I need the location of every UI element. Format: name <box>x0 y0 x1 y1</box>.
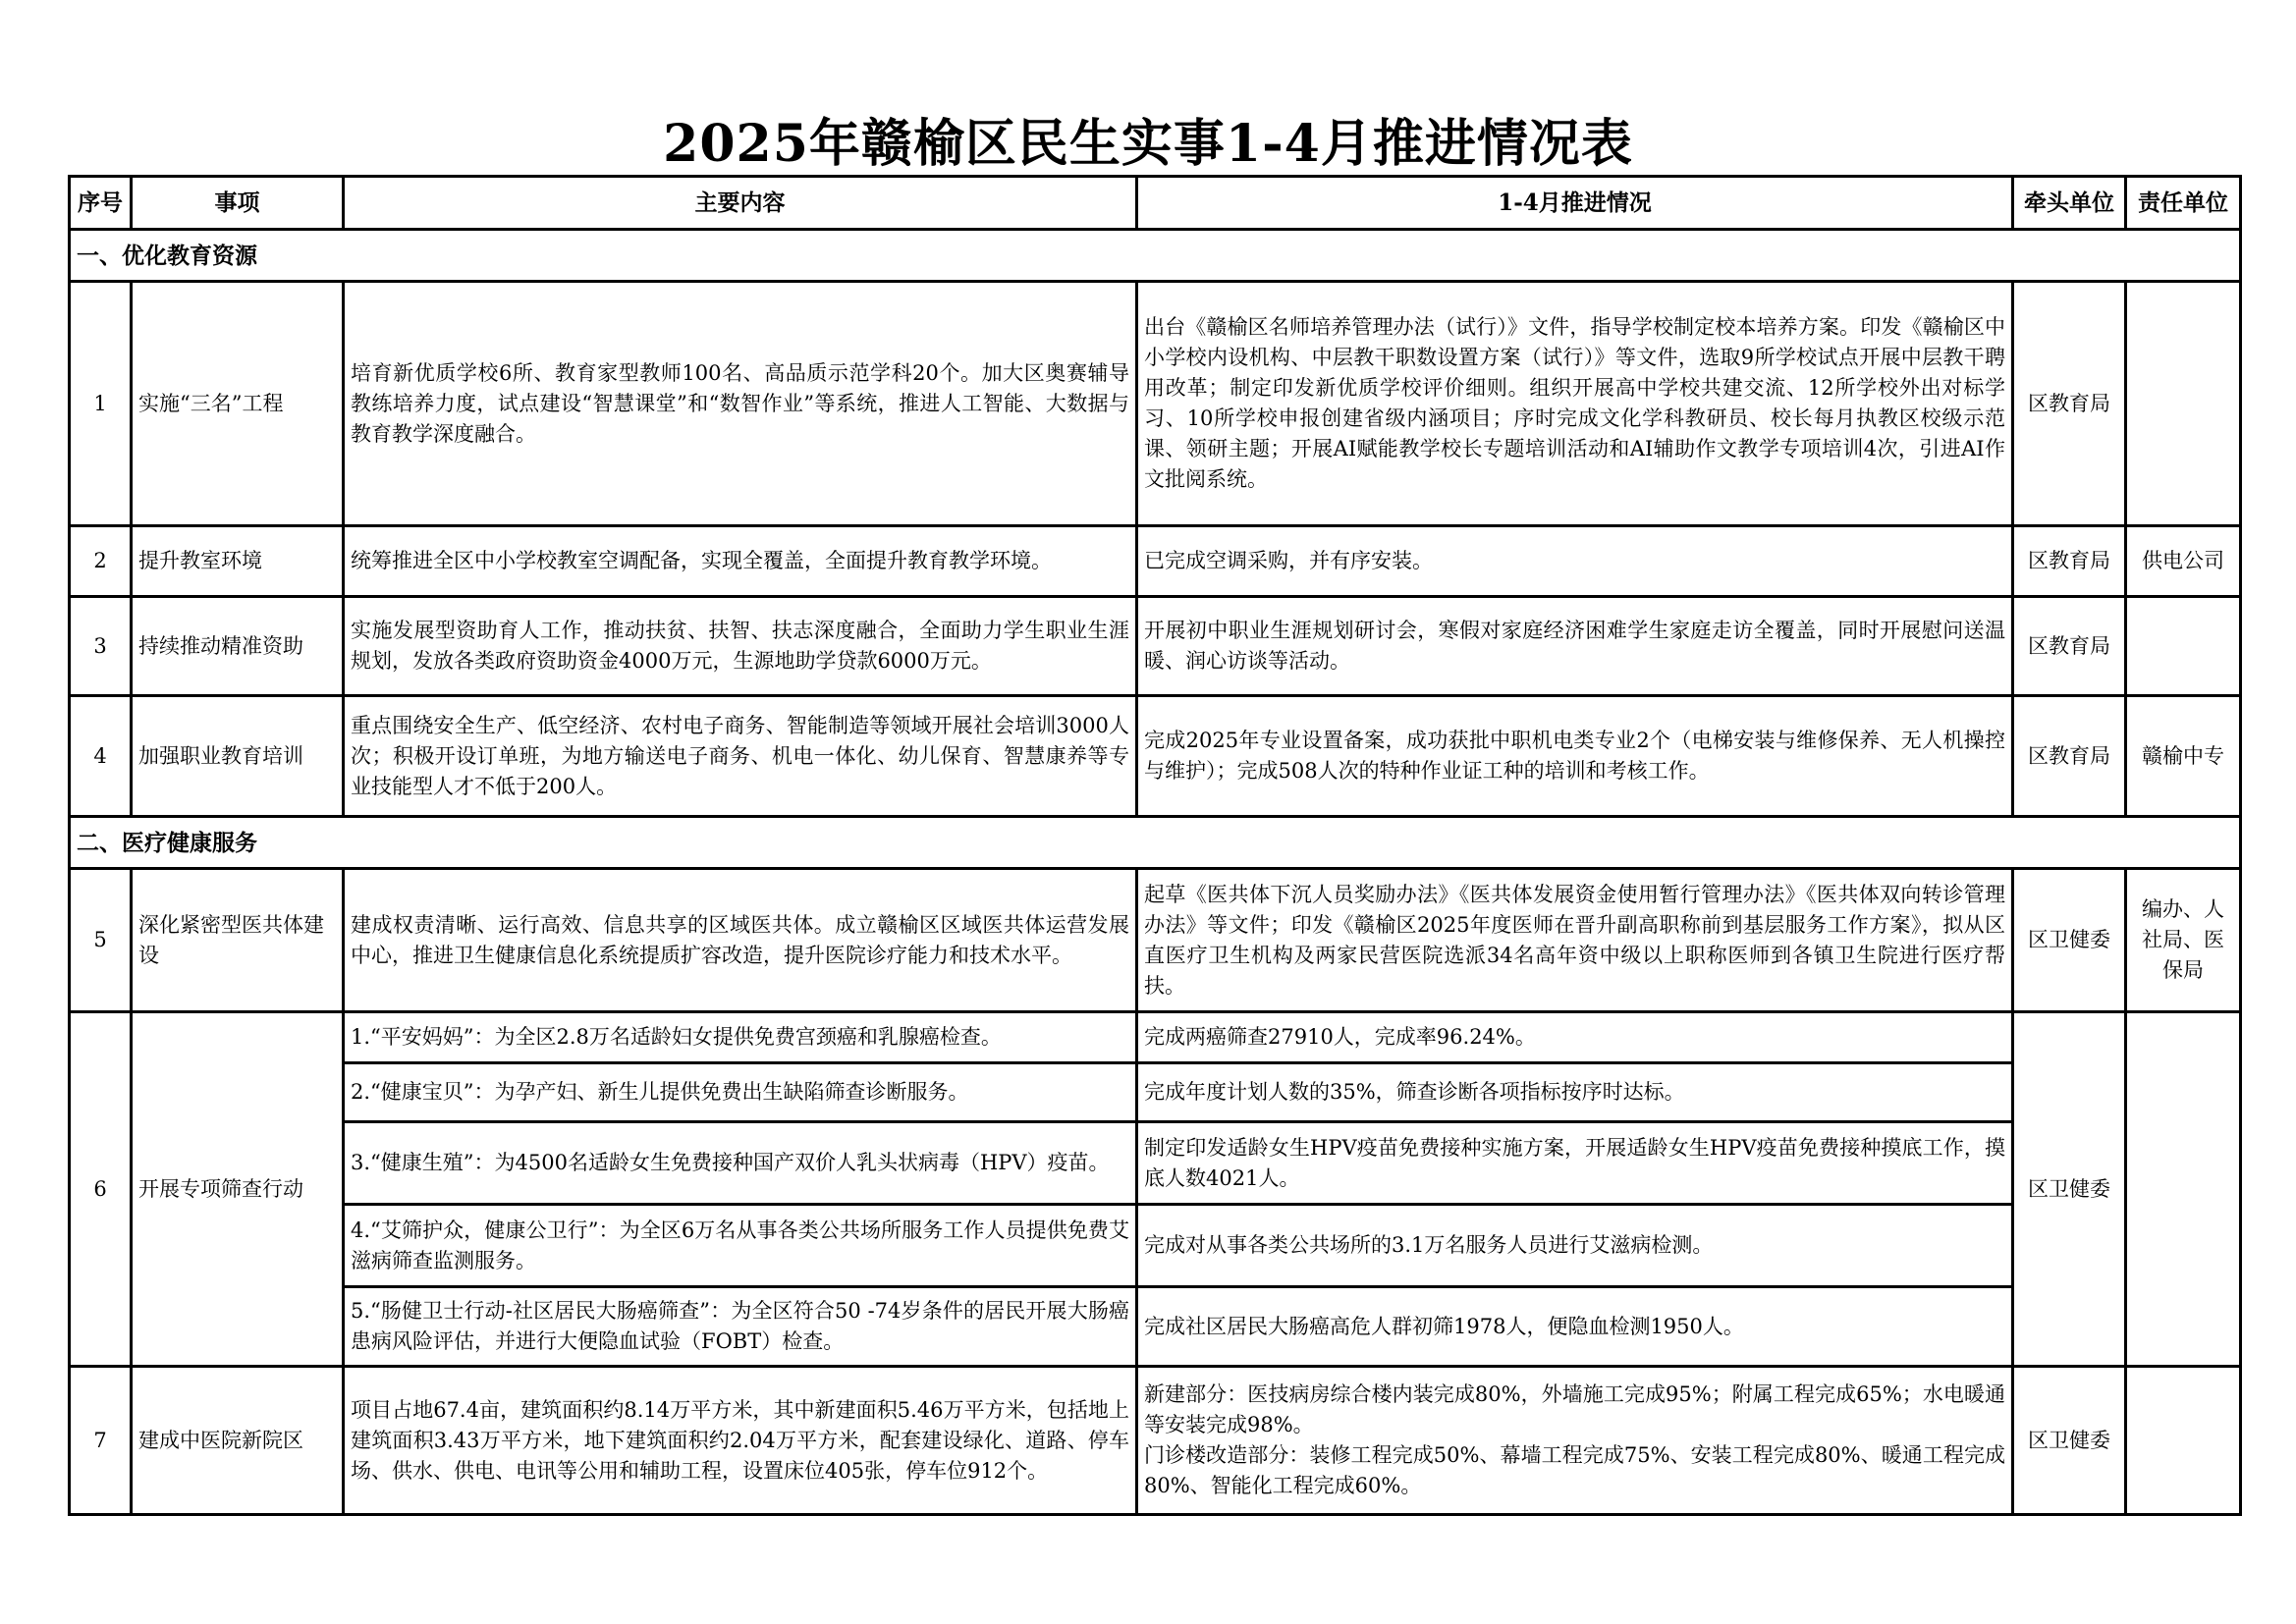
progress-new-building: 新建部分：医技病房综合楼内装完成80%，外墙施工完成95%；附属工程完成65%；水电暖通等安装完成98%。 <box>1144 1382 2005 1436</box>
table-row <box>70 1367 2241 1515</box>
row-content: 培育新优质学校6所、教育家型教师100名、高品质示范学科20个。加大区奥赛辅导教练培养力度，试点建设“智慧课堂”和“数智作业”等系统，推进人工智能、大数据与教育教学深度融合。 <box>344 282 1137 526</box>
row-lead-unit: 区教育局 <box>2013 526 2126 597</box>
row-item: 深化紧密型医共体建设 <box>132 869 344 1012</box>
row-no: 4 <box>70 696 132 817</box>
header-item: 事项 <box>132 177 344 230</box>
header-responsible-unit: 责任单位 <box>2126 177 2241 230</box>
table-row <box>70 1122 2241 1205</box>
section-row <box>70 230 2241 282</box>
row-no: 6 <box>70 1012 132 1367</box>
sub-progress: 完成社区居民大肠癌高危人群初筛1978人，便隐血检测1950人。 <box>1137 1287 2013 1367</box>
section-title-medical: 二、医疗健康服务 <box>70 817 2241 869</box>
row-item: 实施“三名”工程 <box>132 282 344 526</box>
row-lead-unit: 区卫健委 <box>2013 1367 2126 1515</box>
row-responsible-unit <box>2126 1367 2241 1515</box>
progress-outpatient-renovation: 门诊楼改造部分：装修工程完成50%、幕墙工程完成75%、安装工程完成80%、暖通工程完成80%、智能化工程完成60%。 <box>1144 1443 2005 1497</box>
table-row <box>70 282 2241 526</box>
row-content: 建成权责清晰、运行高效、信息共享的区域医共体。成立赣榆区区域医共体运营发展中心，推进卫生健康信息化系统提质扩容改造，提升医院诊疗能力和技术水平。 <box>344 869 1137 1012</box>
row-item: 加强职业教育培训 <box>132 696 344 817</box>
sub-content: 2.“健康宝贝”：为孕产妇、新生儿提供免费出生缺陷筛查诊断服务。 <box>344 1063 1137 1122</box>
page-title: 2025年赣榆区民生实事1-4月推进情况表 <box>663 114 1633 174</box>
row-item: 建成中医院新院区 <box>132 1367 344 1515</box>
sub-progress: 完成对从事各类公共场所的3.1万名服务人员进行艾滋病检测。 <box>1137 1205 2013 1287</box>
row-no: 3 <box>70 597 132 696</box>
row-progress: 出台《赣榆区名师培养管理办法（试行）》文件，指导学校制定校本培养方案。印发《赣榆区中小学校内设机构、中层教干职数设置方案（试行）》等文件，选取9所学校试点开展中层教干聘用改革；制定印发新优质学校评价细则。组织开展高中学校共建交流、12所学校外出对标学习、10所学校申报创建省级内涵项目；序时完成文化学科教研员、校长每月执教区校级示范课、领研主题；开展AI赋能教学校长专题培训活动和AI辅助作文教学专项培训4次，引进AI作文批阅系统。 <box>1137 282 2013 526</box>
sub-progress: 制定印发适龄女生HPV疫苗免费接种实施方案，开展适龄女生HPV疫苗免费接种摸底工作，摸底人数4021人。 <box>1137 1122 2013 1205</box>
table-row <box>70 1012 2241 1063</box>
table-row <box>70 869 2241 1012</box>
row-lead-unit: 区教育局 <box>2013 597 2126 696</box>
sub-content: 1.“平安妈妈”：为全区2.8万名适龄妇女提供免费宫颈癌和乳腺癌检查。 <box>344 1012 1137 1063</box>
header-no: 序号 <box>70 177 132 230</box>
row-lead-unit: 区教育局 <box>2013 282 2126 526</box>
table-row <box>70 696 2241 817</box>
row-responsible-unit: 供电公司 <box>2126 526 2241 597</box>
header-lead-unit: 牵头单位 <box>2013 177 2126 230</box>
table-row <box>70 597 2241 696</box>
row-item: 提升教室环境 <box>132 526 344 597</box>
row-content: 统筹推进全区中小学校教室空调配备，实现全覆盖，全面提升教育教学环境。 <box>344 526 1137 597</box>
table-row <box>70 1063 2241 1122</box>
row-content: 实施发展型资助育人工作，推动扶贫、扶智、扶志深度融合，全面助力学生职业生涯规划，发放各类政府资助资金4000万元，生源地助学贷款6000万元。 <box>344 597 1137 696</box>
row-item: 持续推动精准资助 <box>132 597 344 696</box>
section-row <box>70 817 2241 869</box>
row-lead-unit: 区卫健委 <box>2013 1012 2126 1367</box>
table-row <box>70 526 2241 597</box>
section-title-education: 一、优化教育资源 <box>70 230 2241 282</box>
row-no: 1 <box>70 282 132 526</box>
sub-content: 4.“艾筛护众，健康公卫行”：为全区6万名从事各类公共场所服务工作人员提供免费艾滋病筛查监测服务。 <box>344 1205 1137 1287</box>
sub-progress: 完成年度计划人数的35%，筛查诊断各项指标按序时达标。 <box>1137 1063 2013 1122</box>
table-header-row <box>70 177 2241 230</box>
table-row <box>70 1287 2241 1367</box>
progress-table <box>68 175 2242 1516</box>
header-progress: 1-4月推进情况 <box>1137 177 2013 230</box>
row-responsible-unit: 赣榆中专 <box>2126 696 2241 817</box>
row-no: 7 <box>70 1367 132 1515</box>
sub-content: 5.“肠健卫士行动-社区居民大肠癌筛查”：为全区符合50 -74岁条件的居民开展大肠癌患病风险评估，并进行大便隐血试验（FOBT）检查。 <box>344 1287 1137 1367</box>
row-responsible-unit: 编办、人社局、医保局 <box>2126 869 2241 1012</box>
row-lead-unit: 区教育局 <box>2013 696 2126 817</box>
row-no: 5 <box>70 869 132 1012</box>
table-row <box>70 1205 2241 1287</box>
row-no: 2 <box>70 526 132 597</box>
row-content: 重点围绕安全生产、低空经济、农村电子商务、智能制造等领域开展社会培训3000人次；积极开设订单班，为地方输送电子商务、机电一体化、幼儿保育、智慧康养等专业技能型人才不低于200人。 <box>344 696 1137 817</box>
row-progress: 完成2025年专业设置备案，成功获批中职机电类专业2个（电梯安装与维修保养、无人机操控与维护）；完成508人次的特种作业证工种的培训和考核工作。 <box>1137 696 2013 817</box>
row-content: 项目占地67.4亩，建筑面积约8.14万平方米，其中新建面积5.46万平方米，包括地上建筑面积3.43万平方米，地下建筑面积约2.04万平方米，配套建设绿化、道路、停车场、供水、供电、电讯等公用和辅助工程，设置床位405张，停车位912个。 <box>344 1367 1137 1515</box>
header-content: 主要内容 <box>344 177 1137 230</box>
row-responsible-unit <box>2126 597 2241 696</box>
row-responsible-unit <box>2126 1012 2241 1367</box>
row-progress: 开展初中职业生涯规划研讨会，寒假对家庭经济困难学生家庭走访全覆盖，同时开展慰问送温暖、润心访谈等活动。 <box>1137 597 2013 696</box>
row-lead-unit: 区卫健委 <box>2013 869 2126 1012</box>
row-responsible-unit <box>2126 282 2241 526</box>
row-progress: 起草《医共体下沉人员奖励办法》《医共体发展资金使用暂行管理办法》《医共体双向转诊管理办法》等文件；印发《赣榆区2025年度医师在晋升副高职称前到基层服务工作方案》，拟从区直医疗卫生机构及两家民营医院选派34名高年资中级以上职称医师到各镇卫生院进行医疗帮扶。 <box>1137 869 2013 1012</box>
row-progress: 已完成空调采购，并有序安装。 <box>1137 526 2013 597</box>
sub-content: 3.“健康生殖”：为4500名适龄女生免费接种国产双价人乳头状病毒（HPV）疫苗。 <box>344 1122 1137 1205</box>
row-item: 开展专项筛查行动 <box>132 1012 344 1367</box>
row-progress <box>1137 1367 2013 1515</box>
sub-progress: 完成两癌筛查27910人，完成率96.24%。 <box>1137 1012 2013 1063</box>
